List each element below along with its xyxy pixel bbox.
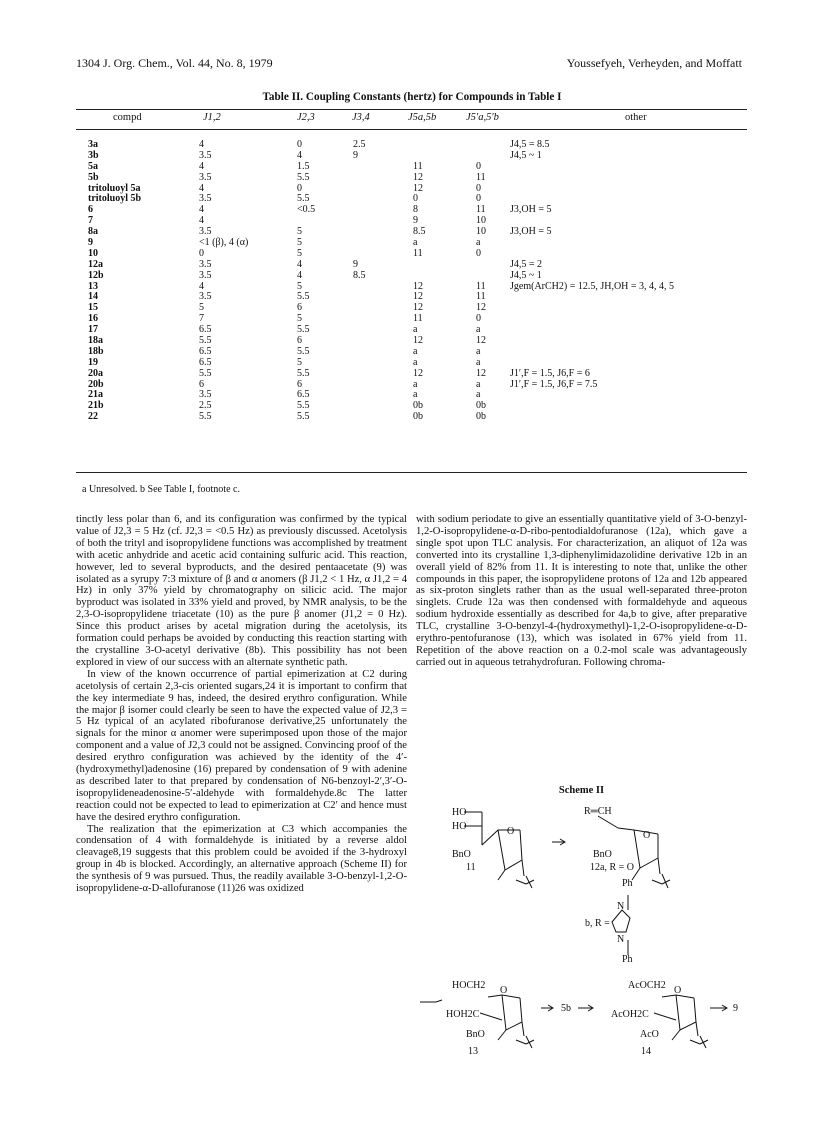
table-cell: J1′,F = 1.5, J6,F = 7.5 — [510, 378, 598, 390]
table-cell: 4 — [199, 182, 204, 194]
table-cell: 0 — [297, 139, 302, 150]
table-cell: tritoluoyl 5b — [88, 193, 142, 205]
table-cell: J4,5 = 8.5 — [510, 139, 550, 150]
ring-oxygen-11: O — [507, 826, 515, 837]
table-cell: 5 — [297, 247, 302, 259]
table-cell: 4 — [297, 149, 302, 161]
paragraph: In view of the known occurrence of partial epimerization at C2 during acetolysis of certain 2,3-cis oriented sugars,24 it is important to confirm that the key intermediate 9 has, indeed, the desired erythro configuration. While the major β isomer could clearly be seen to have the expected value of J2,3 = 5 Hz typical of an acylated ribofuranose derivative,25 unfortunately the signals for the minor α anomer were superimposed upon those of the major component and a value of J2,3 could not be assigned. Convincing proof of the desired erythro configuration was achieved by the identity of the 4′-(hydroxymethyl)adenosine (16) prepared by condensation of 9 with adenine as described later to that prepared by condensation of N6-benzoyl-2′,3′-O-isopropylideneadenosine-5′-aldehyde with formaldehyde.8c The latter reaction could not be expected to lead to epimerization at C2′ and hence must have the desired erythro configuration. — [76, 668, 407, 823]
table-cell: 14 — [88, 291, 98, 303]
table-cell: a — [476, 237, 481, 249]
table-cell: a — [413, 237, 418, 249]
table-cell: 5.5 — [199, 367, 212, 379]
table-cell: 12 — [476, 302, 486, 314]
table-cell: 0b — [476, 411, 486, 423]
scheme-label: Ph — [622, 954, 633, 965]
table-cell: 12 — [413, 171, 423, 183]
table-cell: 21b — [88, 400, 104, 412]
table-cell: a — [476, 324, 481, 336]
table-cell: 18b — [88, 345, 104, 357]
table-cell: 7 — [88, 215, 93, 227]
table-cell: J4,5 = 2 — [510, 258, 543, 270]
table-cell: 11 — [476, 291, 486, 303]
table-cell: a — [476, 389, 481, 401]
scheme-label: AcOCH2 — [628, 980, 666, 991]
running-header-left: 1304 J. Org. Chem., Vol. 44, No. 8, 1979 — [76, 56, 273, 70]
ring-oxygen-14: O — [674, 985, 682, 996]
table-cell: 6 — [88, 204, 93, 216]
table-cell: 4 — [199, 280, 204, 292]
table-cell: 5 — [199, 302, 204, 314]
table-cell: 6 — [297, 302, 302, 314]
table-cell: 5 — [297, 226, 302, 238]
paragraph: with sodium periodate to give an essentially quantitative yield of 3-O-benzyl-1,2-O-isopropylidene-α-D-ribo-pentodialdofuranose (12a), which gave a single spot upon TLC analysis. For characterization, an aliquot of 12a was converted into its crystalline 1,3-diphenylimidazolidine derivative 12b in an overall yield of 82% from 11. It is interesting to note that, unlike the other compounds in this paper, the isopropylidene protons of 12a and 12b appeared as six-proton singlets rather than as the usual well-separated three-proton singlets. Crude 12a was then condensed with formaldehyde and aqueous sodium hydroxide essentially as described for 4a,b to give, after preparative TLC, crystalline 3-O-benzyl-4-(hydroxymethyl)-1,2-O-isopropylidene-α-D-erythro-pentofuranose (13), which was isolated in 67% yield from 11. Repetition of the above reaction on a 0.2-mol scale was advantageously carried out in aqueous tetrahydrofuran. Following chroma- — [416, 514, 747, 668]
scheme-label: HO — [452, 821, 467, 832]
table-cell: 22 — [88, 411, 98, 423]
table-cell: 4 — [199, 215, 204, 227]
table-cell: 7 — [199, 313, 204, 325]
table-cell: 9 — [413, 215, 418, 227]
table-cell: 3.5 — [199, 149, 212, 161]
table-cell: a — [413, 324, 418, 336]
table-cell: J4,5 ~ 1 — [510, 149, 542, 161]
table-cell: 19 — [88, 356, 98, 368]
scheme-label: N — [617, 901, 625, 912]
table-cell: 0b — [413, 411, 423, 423]
table-cell: 3.5 — [199, 269, 212, 281]
table-cell: 5.5 — [297, 367, 310, 379]
table-cell: J3,OH = 5 — [510, 226, 552, 238]
running-header-right: Youssefyeh, Verheyden, and Moffatt — [566, 56, 742, 70]
table-cell: 12 — [413, 182, 423, 194]
table-cell: 11 — [413, 160, 423, 172]
table-cell: tritoluoyl 5a — [88, 182, 141, 194]
table-cell: 5 — [297, 280, 302, 292]
table-cell: 8a — [88, 226, 98, 238]
table-cell: 10 — [476, 226, 486, 238]
scheme-label: 9 — [733, 1003, 738, 1014]
table-cell: 8.5 — [353, 269, 366, 281]
table-cell: 5.5 — [199, 335, 212, 347]
scheme-label: HOH2C — [446, 1009, 480, 1020]
table-cell: 10 — [476, 215, 486, 227]
table-cell: 2.5 — [199, 400, 212, 412]
table-cell: 3.5 — [199, 291, 212, 303]
scheme-label: HOCH2 — [452, 980, 486, 991]
table-cell: 3.5 — [199, 389, 212, 401]
scheme-label: HO — [452, 807, 467, 818]
table-cell: 11 — [413, 313, 423, 325]
table-cell: 5 — [297, 356, 302, 368]
scheme-label: Ph — [622, 878, 633, 889]
table-cell: 18a — [88, 335, 103, 347]
scheme-label: BnO — [452, 849, 471, 860]
table-cell: 5a — [88, 160, 98, 172]
table-cell: 6 — [297, 378, 302, 390]
compound-number-11: 11 — [466, 862, 476, 873]
table-cell: a — [413, 345, 418, 357]
paragraph: tinctly less polar than 6, and its configuration was confirmed by the typical value of J2,3 = 5 Hz (cf. J2,3 = <0.5 Hz) as previously discussed. Acetolysis of both the trityl and isopropylidene functions was accomplished by treatment with acetic anhydride and acetic acid containing sulfuric acid. This reaction, however, led to several byproducts, and the desired pentaacetate (9) was isolated as a syrupy 7:3 mixture of β and α anomers (β J1,2 < 1 Hz, α J1,2 = 4 Hz) in only 37% yield by chromatography on silicic acid. The major byproduct was isolated in 33% yield and proved, by NMR analysis, to be the 2,3-O-isopropylidene triacetate (10) as the pure β anomer (J1,2 = 0 Hz). Since this product arises by acetal migration during the acetolysis, its formation could perhaps be avoided by conducting this reaction starting with the crystalline 3-O-acetyl derivative (8b). This possibility has not been explored in view of our success with an alternate synthetic path. — [76, 514, 407, 668]
table-cell: 11 — [476, 171, 486, 183]
table-cell: 16 — [88, 313, 98, 325]
table-cell: 12 — [476, 335, 486, 347]
table-cell: 6 — [199, 378, 204, 390]
col-header-compd: compd — [113, 112, 142, 123]
col-header-j5a5b: J5a,5b — [408, 112, 437, 123]
table-cell: 12 — [413, 280, 423, 292]
table-cell: a — [413, 378, 418, 390]
table-cell: 5.5 — [297, 345, 310, 357]
table-cell: 3.5 — [199, 193, 212, 205]
table-cell: 5 — [297, 313, 302, 325]
table-cell: 5b — [88, 171, 99, 183]
table-cell: J4,5 ~ 1 — [510, 269, 542, 281]
table-cell: 1.5 — [297, 160, 310, 172]
table-cell: 8 — [413, 204, 418, 216]
table-cell: 6 — [297, 335, 302, 347]
ring-oxygen-12: O — [643, 830, 651, 841]
col-header-j5pa5pb: J5′a,5′b — [466, 112, 499, 123]
table-cell: 4 — [199, 139, 204, 150]
table-cell: <0.5 — [297, 204, 316, 216]
compound-number-12b: b, R = — [585, 918, 610, 929]
table-cell: 3.5 — [199, 171, 212, 183]
table-cell: J3,OH = 5 — [510, 204, 552, 216]
table-cell: 6.5 — [297, 389, 310, 401]
table-cell: 3.5 — [199, 258, 212, 270]
table-cell: 2.5 — [353, 139, 366, 150]
scheme-label: AcO — [640, 1029, 659, 1040]
table-cell: Jgem(ArCH2) = 12.5, JH,OH = 3, 4, 4, 5 — [510, 280, 675, 292]
compound-number-12a: 12a, R = O — [590, 862, 634, 873]
table-cell: 15 — [88, 302, 98, 314]
table-cell: 12 — [413, 291, 423, 303]
table-cell: 3b — [88, 149, 99, 161]
table-cell: 4 — [297, 258, 302, 270]
table-cell: a — [476, 345, 481, 357]
col-header-j12: J1,2 — [203, 112, 221, 123]
table-cell: 0 — [297, 182, 302, 194]
table-cell: a — [413, 389, 418, 401]
table-cell: 10 — [88, 247, 98, 259]
table-cell: <1 (β), 4 (α) — [199, 237, 249, 249]
ring-oxygen-13: O — [500, 985, 508, 996]
table-cell: 12 — [413, 335, 423, 347]
table-cell: 20a — [88, 367, 103, 379]
table-cell: 11 — [476, 280, 486, 292]
table-cell: 12a — [88, 258, 103, 270]
table-cell: 0b — [476, 400, 486, 412]
scheme-label: 5b — [561, 1003, 571, 1014]
col-header-j34: J3,4 — [352, 112, 370, 123]
table-cell: 9 — [353, 258, 358, 270]
table-cell: a — [476, 378, 481, 390]
table-cell: J1′,F = 1.5, J6,F = 6 — [510, 367, 590, 379]
table-cell: 0 — [476, 313, 481, 325]
compound-number-13: 13 — [468, 1046, 478, 1057]
table-cell: 5.5 — [297, 193, 310, 205]
table-cell: 9 — [88, 237, 93, 249]
table-cell: 20b — [88, 378, 104, 390]
table-cell: 12b — [88, 269, 104, 281]
table-cell: 3a — [88, 139, 98, 150]
col-header-j23: J2,3 — [297, 112, 315, 123]
scheme-label: N — [617, 934, 625, 945]
table-cell: a — [413, 356, 418, 368]
table-cell: 5.5 — [297, 400, 310, 412]
table-cell: 21a — [88, 389, 103, 401]
col-header-other: other — [625, 112, 647, 123]
paragraph: The realization that the epimerization at C3 which accompanies the condensation of 4 with formaldehyde is initiated by a reverse aldol cleavage8,19 suggests that this problem could be avoided if the 3-hydroxyl group in 4b is blocked. Accordingly, an alternative approach (Scheme II) for the synthesis of 9 was pursued. Thus, the readily available 3-O-benzyl-1,2-O-isopropylidene-α-D-allofuranose (11)26 was oxidized — [76, 823, 407, 895]
scheme-title: Scheme II — [558, 785, 605, 796]
table-cell: 6.5 — [199, 356, 212, 368]
scheme-label: R═CH — [584, 806, 612, 817]
table-cell: 0 — [476, 182, 481, 194]
table-cell: 6.5 — [199, 324, 212, 336]
compound-number-14: 14 — [641, 1046, 651, 1057]
table-cell: 0 — [413, 193, 418, 205]
table-cell: 0 — [199, 247, 204, 259]
table-cell: 12 — [413, 302, 423, 314]
table-footnote: a Unresolved. b See Table I, footnote c. — [82, 484, 240, 495]
table-cell: 11 — [413, 247, 423, 259]
table-cell: 12 — [413, 367, 423, 379]
table-cell: 0 — [476, 160, 481, 172]
table-title: Table II. Coupling Constants (hertz) for Compounds in Table I — [262, 91, 562, 103]
table-cell: 6.5 — [199, 345, 212, 357]
table-cell: 4 — [297, 269, 302, 281]
table-cell: 5.5 — [297, 411, 310, 423]
table-cell: 12 — [476, 367, 486, 379]
table-cell: 11 — [476, 204, 486, 216]
table-cell: 4 — [199, 160, 204, 172]
table-cell: a — [476, 356, 481, 368]
table-cell: 17 — [88, 324, 98, 336]
table-cell: 13 — [88, 280, 98, 292]
scheme-label: BnO — [593, 849, 612, 860]
table-cell: 5.5 — [297, 324, 310, 336]
table-cell: 5.5 — [297, 171, 310, 183]
table-cell: 5.5 — [297, 291, 310, 303]
scheme-label: AcOH2C — [611, 1009, 649, 1020]
table-cell: 9 — [353, 149, 358, 161]
table-cell: 8.5 — [413, 226, 426, 238]
table-cell: 3.5 — [199, 226, 212, 238]
table-cell: 0b — [413, 400, 423, 412]
table-cell: 5.5 — [199, 411, 212, 423]
table-cell: 0 — [476, 247, 481, 259]
table-cell: 0 — [476, 193, 481, 205]
table-cell: 5 — [297, 237, 302, 249]
scheme-label: BnO — [466, 1029, 485, 1040]
table-cell: 4 — [199, 204, 204, 216]
